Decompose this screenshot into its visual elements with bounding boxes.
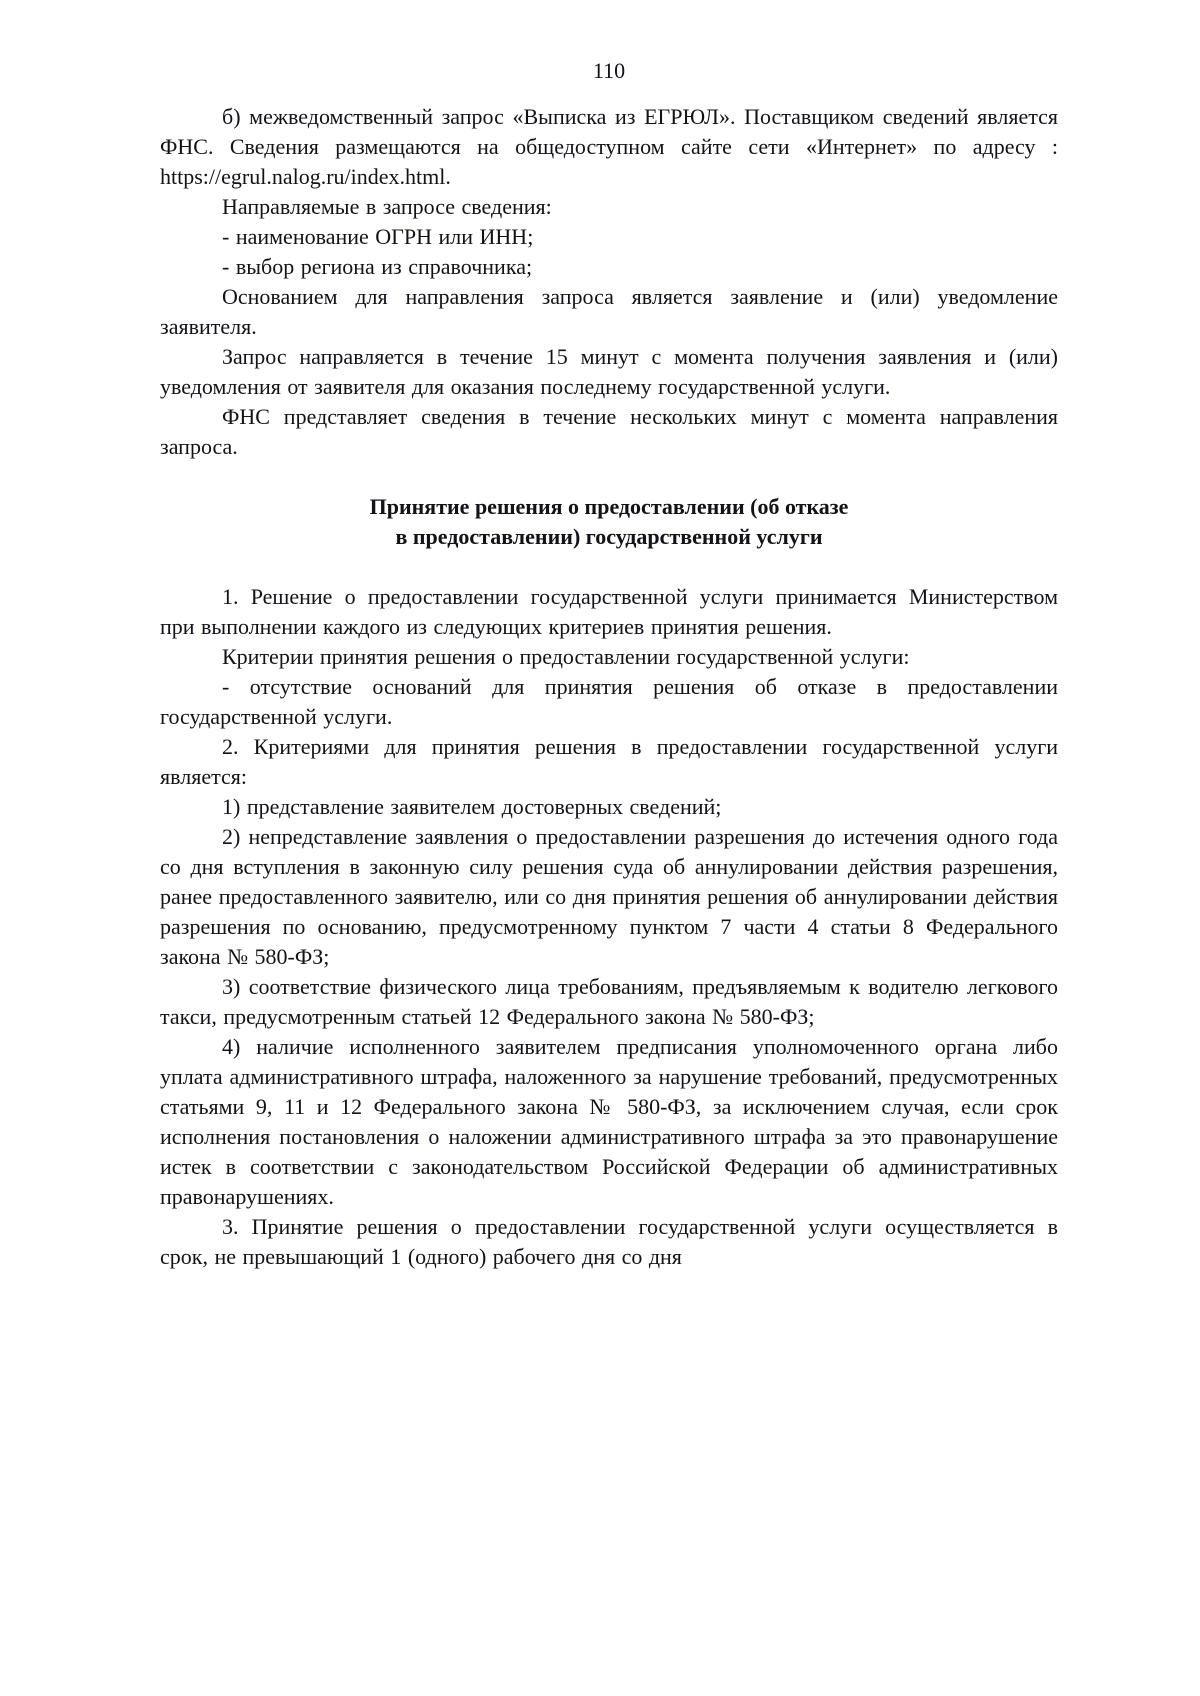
paragraph: Направляемые в запросе сведения: [222,194,552,219]
section-heading-line1: Принятие решения о предоставлении (об отказе [369,494,849,519]
paragraph: ФНС представляет сведения в течение нескольких минут с момента направления запроса. [160,404,1058,459]
paragraph: 4) наличие исполненного заявителем предписания уполномоченного органа либо уплата административного штрафа, наложенного за нарушение требований, предусмотренных статьями 9, 11 и 12 Федерального закона № 580-ФЗ, за исключением случая, если срок исполнения постановления о наложении административного штрафа за это правонарушение истек в соответствии с законодательством Российской Федерации об административных правонарушениях. [160,1034,1058,1209]
page-number: 110 [592,58,626,83]
section-heading [160,492,1058,552]
paragraph: 3) соответствие физического лица требованиям, предъявляемым к водителю легкового такси, предусмотренным статьей 12 Федерального закона № 580-ФЗ; [160,974,1058,1029]
paragraph: Запрос направляется в течение 15 минут с момента получения заявления и (или) уведомления от заявителя для оказания последнему государственной услуги. [160,344,1058,399]
paragraph: б) межведомственный запрос «Выписка из ЕГРЮЛ». Поставщиком сведений является ФНС. Сведения размещаются на общедоступном сайте сети «Интернет» по адресу : https://egrul.nalog.ru/index.html. [160,104,1058,189]
paragraph: 1) представление заявителем достоверных сведений; [222,794,722,819]
section-heading-line2: в предоставлении) государственной услуги [395,524,823,549]
paragraph: 2. Критериями для принятия решения в предоставлении государственной услуги является: [160,734,1058,789]
paragraph: Критерии принятия решения о предоставлении государственной услуги: [222,644,910,669]
paragraph: Основанием для направления запроса является заявление и (или) уведомление заявителя. [160,284,1058,339]
paragraph: - выбор региона из справочника; [222,254,533,279]
paragraph: 3. Принятие решения о предоставлении государственной услуги осуществляется в срок, не превышающий 1 (одного) рабочего дня со дня [160,1214,1058,1269]
paragraph: 2) непредставление заявления о предоставлении разрешения до истечения одного года со дня вступления в законную силу решения суда об аннулировании действия разрешения, ранее предоставленного заявителю, или со дня принятия решения об аннулировании действия разрешения по основанию, предусмотренному пунктом 7 части 4 статьи 8 Федерального закона № 580-ФЗ; [160,824,1058,969]
paragraph: - отсутствие оснований для принятия решения об отказе в предоставлении государственной услуги. [160,674,1058,729]
paragraph: 1. Решение о предоставлении государственной услуги принимается Министерством при выполнении каждого из следующих критериев принятия решения. [160,584,1058,639]
paragraph: - наименование ОГРН или ИНН; [222,224,534,249]
